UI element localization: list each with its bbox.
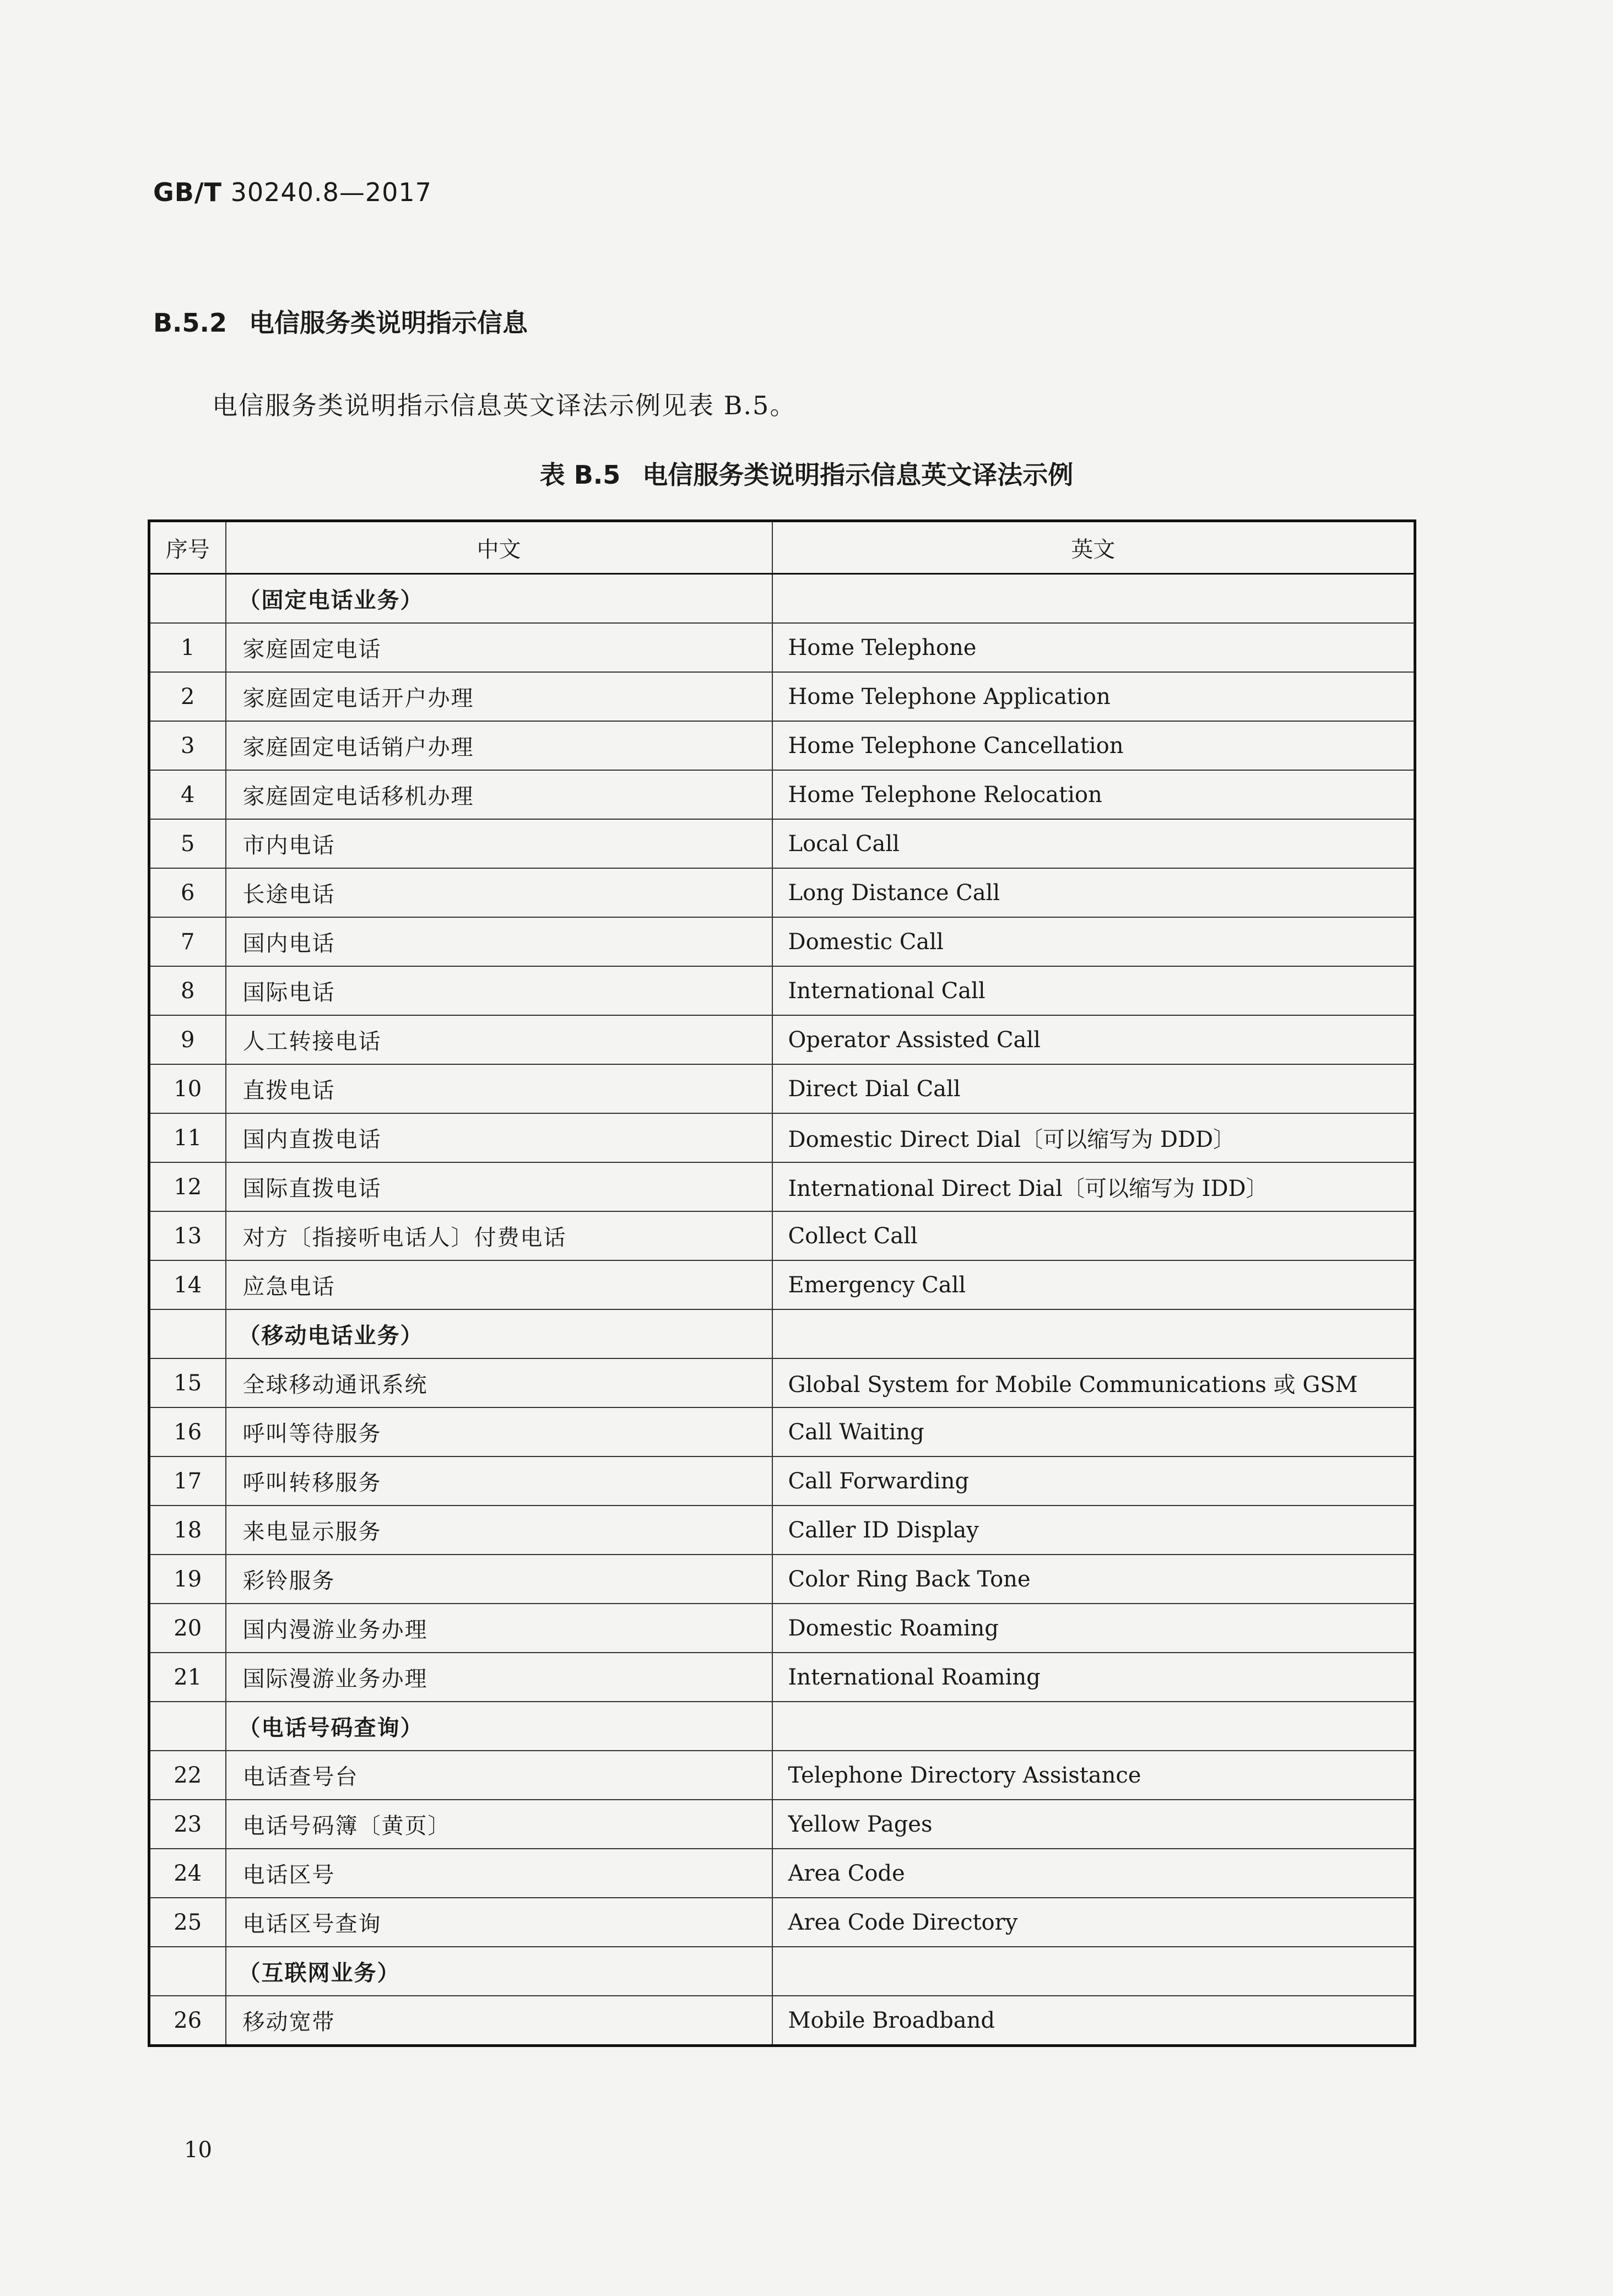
chinese-cell: 长途电话 [226,868,772,917]
section-title: 电信服务类说明指示信息 [249,308,528,338]
row-number-cell: 12 [149,1162,226,1211]
row-number-cell [149,1702,226,1751]
english-cell: Color Ring Back Tone [772,1555,1415,1604]
chinese-cell: 国际漫游业务办理 [226,1653,772,1702]
table-row [149,1506,1415,1555]
english-cell: Mobile Broadband [772,1996,1415,2046]
table-row [149,1996,1415,2046]
row-number-cell: 5 [149,819,226,868]
english-cell: Emergency Call [772,1260,1415,1309]
table-row [149,1162,1415,1211]
column-header-number: 序号 [149,521,226,574]
row-number-cell: 22 [149,1751,226,1800]
row-number-cell: 25 [149,1898,226,1947]
column-header-chinese: 中文 [226,521,772,574]
standard-code [153,177,432,207]
chinese-cell: 彩铃服务 [226,1555,772,1604]
chinese-cell: 电话查号台 [226,1751,772,1800]
english-cell: Home Telephone [772,623,1415,672]
chinese-cell: 对方〔指接听电话人〕付费电话 [226,1211,772,1260]
table-caption [0,455,1613,491]
chinese-cell: 移动宽带 [226,1996,772,2046]
table-row [149,672,1415,721]
table-row [149,721,1415,770]
standard-number: 30240.8—2017 [230,177,432,207]
chinese-cell: 来电显示服务 [226,1506,772,1555]
english-cell [772,1309,1415,1358]
category-row [149,1309,1415,1358]
english-cell: International Direct Dial〔可以缩写为 IDD〕 [772,1162,1415,1211]
table-row [149,966,1415,1015]
chinese-cell: （互联网业务） [226,1947,772,1996]
standard-prefix: GB/T [153,177,222,207]
chinese-cell: 家庭固定电话销户办理 [226,721,772,770]
chinese-cell: （移动电话业务） [226,1309,772,1358]
row-number-cell: 19 [149,1555,226,1604]
category-row [149,574,1415,624]
chinese-cell: 市内电话 [226,819,772,868]
chinese-cell: 电话号码簿〔黄页〕 [226,1800,772,1849]
chinese-cell: 家庭固定电话 [226,623,772,672]
chinese-cell: 国际直拨电话 [226,1162,772,1211]
row-number-cell: 13 [149,1211,226,1260]
chinese-cell: 全球移动通讯系统 [226,1358,772,1407]
table-row [149,1113,1415,1162]
table-row [149,1064,1415,1113]
english-cell: Telephone Directory Assistance [772,1751,1415,1800]
english-cell [772,574,1415,624]
table-body [149,574,1415,2046]
english-cell: Domestic Direct Dial〔可以缩写为 DDD〕 [772,1113,1415,1162]
chinese-cell: 直拨电话 [226,1064,772,1113]
row-number-cell: 23 [149,1800,226,1849]
chinese-cell: 电话区号 [226,1849,772,1898]
page-number: 10 [184,2137,212,2163]
row-number-cell: 1 [149,623,226,672]
chinese-cell: 应急电话 [226,1260,772,1309]
table-row [149,1358,1415,1407]
english-cell: Domestic Call [772,917,1415,966]
english-cell: Local Call [772,819,1415,868]
chinese-cell: 国际电话 [226,966,772,1015]
row-number-cell: 2 [149,672,226,721]
chinese-cell: 电话区号查询 [226,1898,772,1947]
english-cell: Home Telephone Application [772,672,1415,721]
table-row [149,1555,1415,1604]
english-cell: Caller ID Display [772,1506,1415,1555]
english-cell: International Call [772,966,1415,1015]
table-title: 电信服务类说明指示信息英文译法示例 [642,460,1074,490]
row-number-cell: 15 [149,1358,226,1407]
table-number: 表 B.5 [539,460,621,490]
english-cell: Yellow Pages [772,1800,1415,1849]
table-row [149,1653,1415,1702]
english-cell: Global System for Mobile Communications 或 GSM [772,1358,1415,1407]
row-number-cell: 6 [149,868,226,917]
chinese-cell: 家庭固定电话开户办理 [226,672,772,721]
row-number-cell: 11 [149,1113,226,1162]
row-number-cell: 9 [149,1015,226,1064]
table-row [149,868,1415,917]
chinese-cell: 家庭固定电话移机办理 [226,770,772,819]
table-row [149,1849,1415,1898]
row-number-cell: 3 [149,721,226,770]
category-row [149,1702,1415,1751]
row-number-cell: 7 [149,917,226,966]
chinese-cell: 呼叫等待服务 [226,1407,772,1456]
english-cell: Direct Dial Call [772,1064,1415,1113]
english-cell: Domestic Roaming [772,1604,1415,1653]
chinese-cell: 呼叫转移服务 [226,1456,772,1506]
english-cell: Long Distance Call [772,868,1415,917]
column-header-english: 英文 [772,521,1415,574]
row-number-cell: 4 [149,770,226,819]
row-number-cell: 17 [149,1456,226,1506]
chinese-cell: （电话号码查询） [226,1702,772,1751]
row-number-cell: 26 [149,1996,226,2046]
english-cell [772,1947,1415,1996]
category-row [149,1947,1415,1996]
table-row [149,819,1415,868]
row-number-cell [149,1947,226,1996]
table-row [149,1407,1415,1456]
english-cell: International Roaming [772,1653,1415,1702]
table-row [149,1211,1415,1260]
table-row [149,1260,1415,1309]
english-cell: Collect Call [772,1211,1415,1260]
table-row [149,1800,1415,1849]
table-row [149,1456,1415,1506]
chinese-cell: 人工转接电话 [226,1015,772,1064]
intro-paragraph: 电信服务类说明指示信息英文译法示例见表 B.5。 [212,391,797,420]
english-cell: Area Code Directory [772,1898,1415,1947]
english-cell: Home Telephone Relocation [772,770,1415,819]
row-number-cell: 8 [149,966,226,1015]
table-row [149,770,1415,819]
row-number-cell: 24 [149,1849,226,1898]
english-cell: Home Telephone Cancellation [772,721,1415,770]
english-cell [772,1702,1415,1751]
chinese-cell: 国内直拨电话 [226,1113,772,1162]
english-cell: Call Forwarding [772,1456,1415,1506]
row-number-cell: 21 [149,1653,226,1702]
chinese-cell: 国内漫游业务办理 [226,1604,772,1653]
table-row [149,1015,1415,1064]
row-number-cell [149,574,226,624]
row-number-cell: 10 [149,1064,226,1113]
section-heading [153,303,528,339]
row-number-cell: 20 [149,1604,226,1653]
chinese-cell: 国内电话 [226,917,772,966]
table-header-row [149,521,1415,574]
table-row [149,1751,1415,1800]
table-row [149,1604,1415,1653]
section-number: B.5.2 [153,308,228,338]
row-number-cell: 14 [149,1260,226,1309]
table-row [149,1898,1415,1947]
english-cell: Area Code [772,1849,1415,1898]
table-row [149,623,1415,672]
row-number-cell [149,1309,226,1358]
chinese-cell: （固定电话业务） [226,574,772,624]
english-cell: Call Waiting [772,1407,1415,1456]
english-cell: Operator Assisted Call [772,1015,1415,1064]
row-number-cell: 18 [149,1506,226,1555]
table-row [149,917,1415,966]
row-number-cell: 16 [149,1407,226,1456]
translation-table [148,519,1416,2047]
